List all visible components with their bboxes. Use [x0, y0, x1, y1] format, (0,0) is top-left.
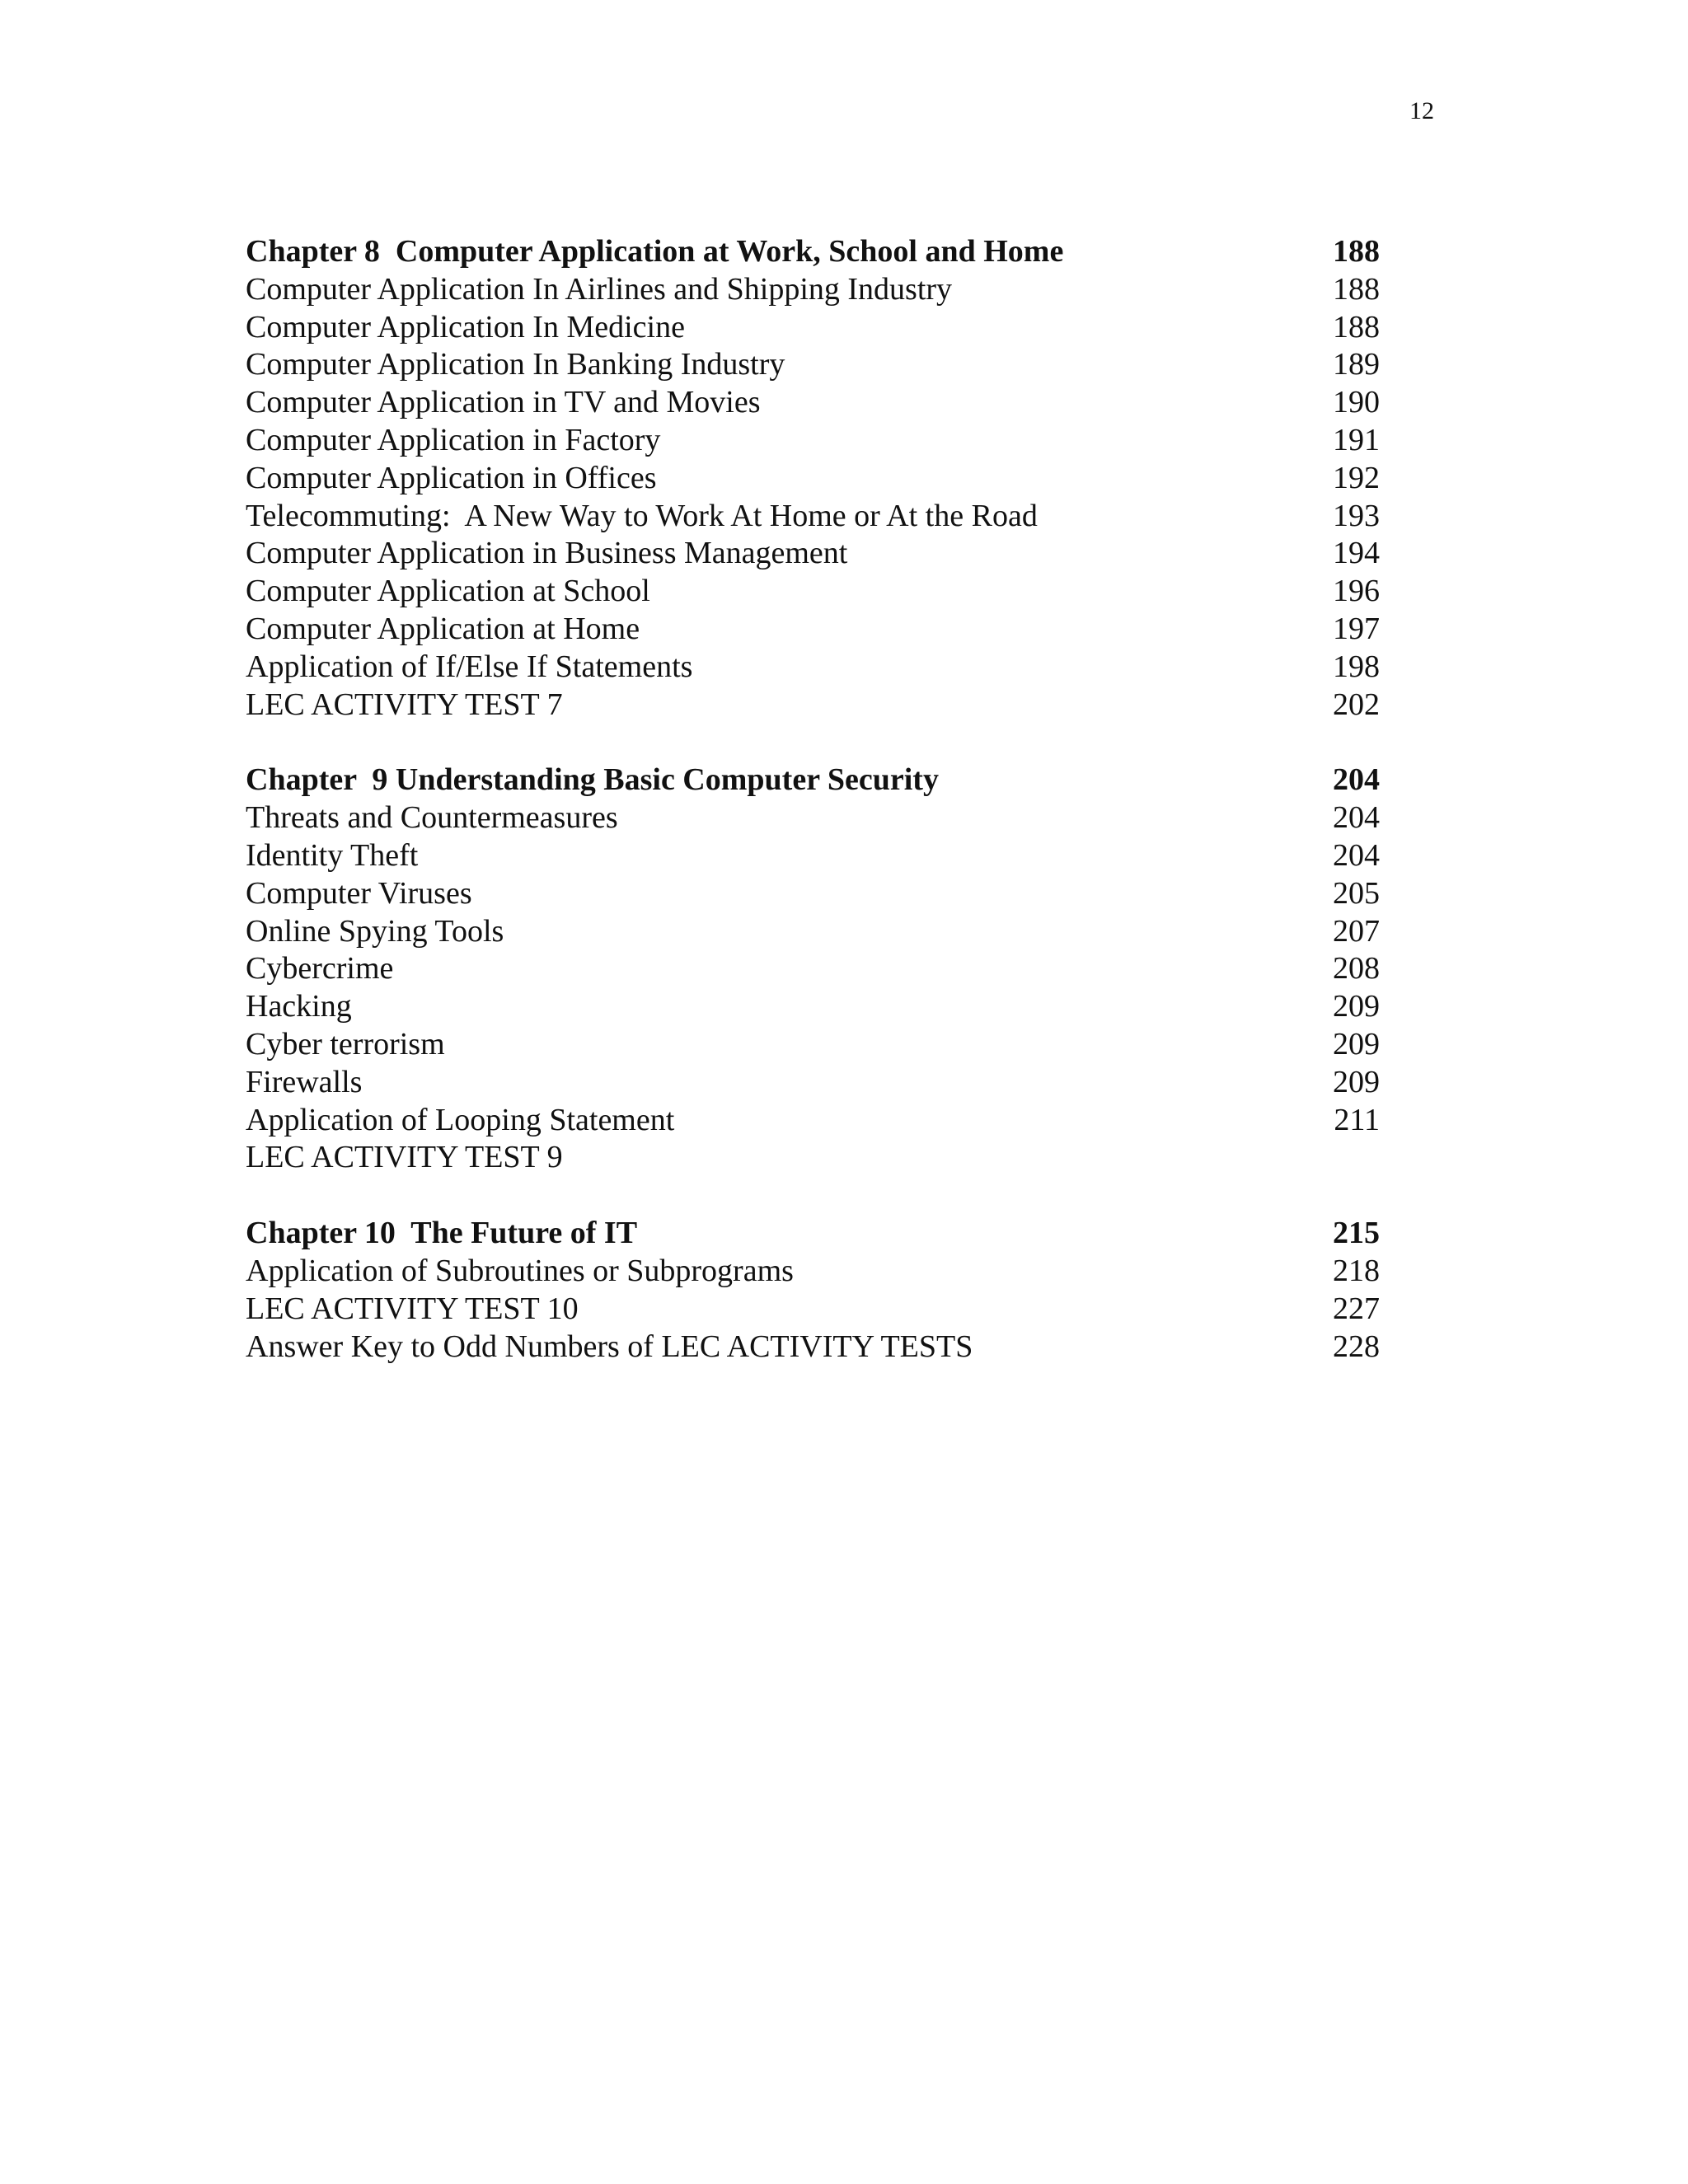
- entry-title: Application of Looping Statement: [246, 1102, 675, 1137]
- entry-page: 209: [1333, 1064, 1380, 1099]
- entry-title: LEC ACTIVITY TEST 9: [246, 1140, 563, 1175]
- entry-page: 191: [1333, 422, 1380, 457]
- entry-page: 208: [1333, 951, 1380, 987]
- entry-title: Computer Application In Medicine: [246, 309, 685, 344]
- entry-title: Application of If/Else If Statements: [246, 649, 693, 684]
- toc-entry: [246, 687, 1380, 724]
- toc-entry: [246, 1253, 1380, 1291]
- entry-page: 209: [1333, 1026, 1380, 1062]
- entry-title: Application of Subroutines or Subprograms: [246, 1253, 794, 1288]
- entry-page: 188: [1333, 271, 1380, 307]
- toc-entry: [246, 384, 1380, 422]
- chapter-page: 215: [1333, 1216, 1380, 1251]
- toc-entry: [246, 799, 1380, 837]
- entry-title: Threats and Countermeasures: [246, 800, 618, 836]
- chapter-title: Chapter 8 Computer Application at Work, School and Home: [246, 234, 1064, 269]
- entry-page: 209: [1333, 989, 1380, 1024]
- entry-title: LEC ACTIVITY TEST 7: [246, 687, 563, 722]
- entry-page: 202: [1333, 687, 1380, 722]
- entry-page: 188: [1333, 309, 1380, 344]
- toc-entry: [246, 309, 1380, 347]
- chapter-heading: [246, 1215, 1380, 1253]
- entry-title: Hacking: [246, 989, 352, 1024]
- entry-page: 204: [1333, 800, 1380, 836]
- entry-page: 227: [1333, 1291, 1380, 1326]
- toc-entry: [246, 837, 1380, 875]
- toc-entry: [246, 611, 1380, 649]
- toc-section-chapter-9: [246, 762, 1380, 1177]
- entry-title: Answer Key to Odd Numbers of LEC ACTIVITY TESTS: [246, 1329, 973, 1364]
- entry-title: Computer Application at Home: [246, 611, 640, 646]
- entry-title: Computer Application In Airlines and Shipping Industry: [246, 271, 953, 307]
- toc-entry: [246, 498, 1380, 536]
- chapter-title: Chapter 9 Understanding Basic Computer Security: [246, 762, 939, 798]
- entry-title: Computer Application in Offices: [246, 460, 657, 495]
- toc-entry: [246, 573, 1380, 611]
- toc-entry: [246, 950, 1380, 988]
- toc-entry: [246, 535, 1380, 573]
- entry-page: 194: [1333, 536, 1380, 571]
- toc-entry: [246, 422, 1380, 460]
- chapter-page: 204: [1333, 762, 1380, 798]
- toc-entry: [246, 988, 1380, 1026]
- entry-title: Computer Application at School: [246, 574, 650, 609]
- entry-title: Firewalls: [246, 1064, 363, 1099]
- entry-title: LEC ACTIVITY TEST 10: [246, 1291, 579, 1326]
- toc-entry: [246, 1139, 1380, 1177]
- toc-section-chapter-8: [246, 233, 1380, 724]
- entry-title: Telecommuting: A New Way to Work At Home or At the Road: [246, 498, 1038, 533]
- entry-page: 228: [1333, 1329, 1380, 1364]
- chapter-title: Chapter 10 The Future of IT: [246, 1216, 638, 1251]
- entry-page: 193: [1333, 498, 1380, 533]
- toc-entry: [246, 875, 1380, 913]
- entry-title: Computer Application In Banking Industry: [246, 347, 785, 382]
- toc-entry: [246, 1291, 1380, 1329]
- entry-title: Computer Viruses: [246, 875, 472, 911]
- page-number: 12: [1409, 97, 1434, 124]
- entry-page: 196: [1333, 574, 1380, 609]
- entry-page: 207: [1333, 913, 1380, 949]
- entry-page: 197: [1333, 611, 1380, 646]
- entry-title: Computer Application in Business Management: [246, 536, 848, 571]
- chapter-heading: [246, 762, 1380, 799]
- chapter-page: 188: [1333, 234, 1380, 269]
- entry-title: Computer Application in TV and Movies: [246, 385, 761, 420]
- toc-entry: [246, 1329, 1380, 1366]
- entry-title: Cyber terrorism: [246, 1026, 445, 1062]
- entry-page: 198: [1333, 649, 1380, 684]
- toc-entry: [246, 1064, 1380, 1102]
- entry-page: 204: [1333, 837, 1380, 873]
- entry-page: 190: [1333, 385, 1380, 420]
- chapter-heading: [246, 233, 1380, 271]
- entry-title: Identity Theft: [246, 837, 419, 873]
- entry-page: 205: [1333, 875, 1380, 911]
- toc-entry: [246, 346, 1380, 384]
- entry-page: 192: [1333, 460, 1380, 495]
- table-of-contents: [246, 233, 1380, 1404]
- entry-title: Online Spying Tools: [246, 913, 504, 949]
- toc-entry: [246, 913, 1380, 951]
- entry-page: 189: [1333, 347, 1380, 382]
- toc-entry: [246, 1102, 1380, 1140]
- toc-entry: [246, 1026, 1380, 1064]
- entry-title: Cybercrime: [246, 951, 394, 987]
- toc-entry: [246, 460, 1380, 498]
- toc-section-chapter-10: [246, 1215, 1380, 1366]
- entry-title: Computer Application in Factory: [246, 422, 661, 457]
- entry-page: 211: [1334, 1102, 1380, 1137]
- entry-page: 218: [1333, 1253, 1380, 1288]
- toc-entry: [246, 649, 1380, 687]
- toc-entry: [246, 271, 1380, 309]
